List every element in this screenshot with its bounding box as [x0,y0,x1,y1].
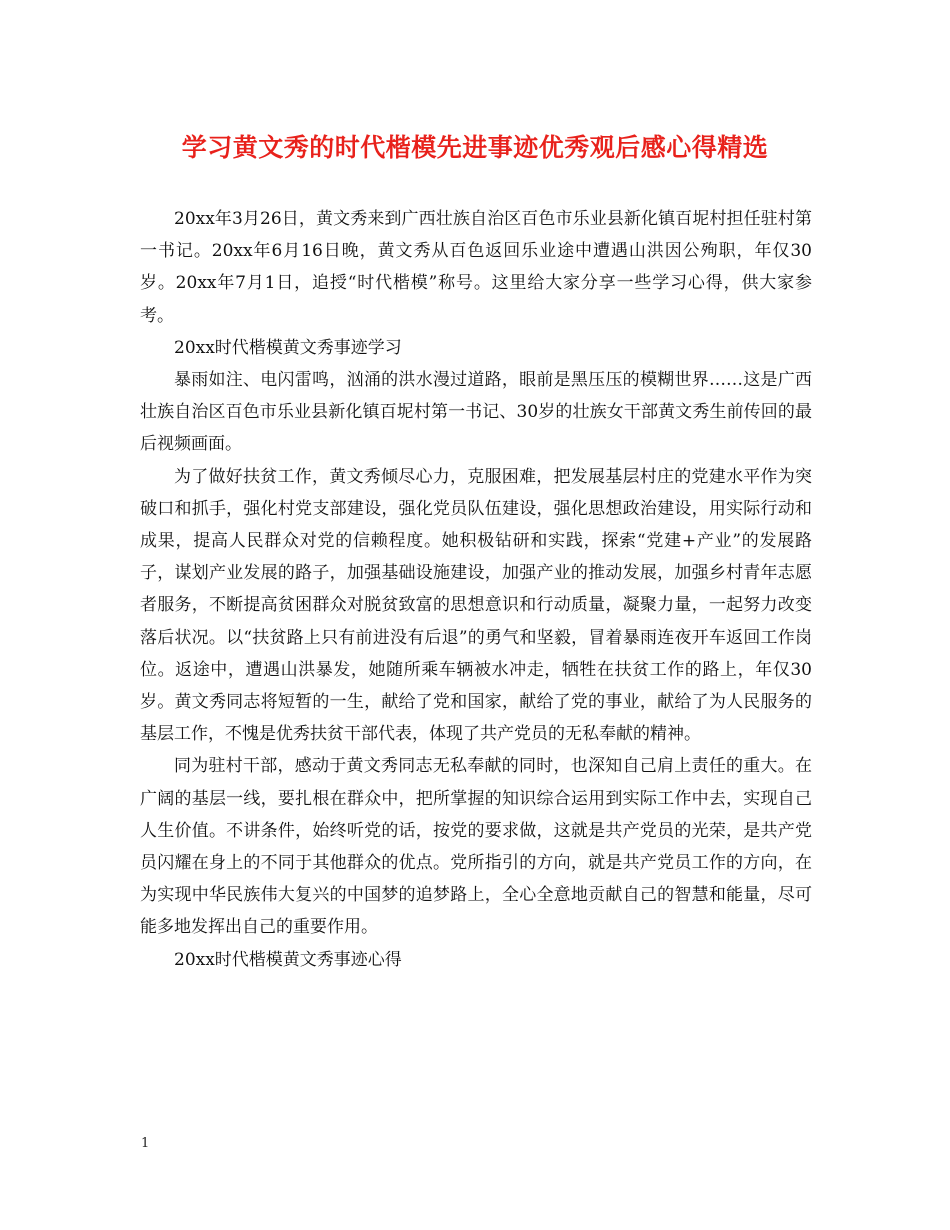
document-title: 学习黄文秀的时代楷模先进事迹优秀观后感心得精选 [181,133,769,162]
body-paragraph: 暴雨如注、电闪雷鸣，汹涌的洪水漫过道路，眼前是黑压压的模糊世界……这是广西壮族自治区百色市乐业县新化镇百坭村第一书记、30岁的壮族女干部黄文秀生前传回的最后视频画面。 [140,370,812,455]
section-heading-study: 20xx时代楷模黄文秀事迹学习 [174,337,402,358]
body-paragraph: 为了做好扶贫工作，黄文秀倾尽心力，克服困难，把发展基层村庄的党建水平作为突破口和抓手，强化村党支部建设，强化党员队伍建设，强化思想政治建设，用实际行动和成果，提高人民群众对党的信赖程度。她积极钻研和实践，探索“党建+产业”的发展路子，谋划产业发展的路子，加强基础设施建设，加强产业的推动发展，加强乡村青年志愿者服务，不断提高贫困群众对脱贫致富的思想意识和行动质量，凝聚力量，一起努力改变落后状况。以“扶贫路上只有前进没有后退”的勇气和坚毅，冒着暴雨连夜开车返回工作岗位。返途中，遭遇山洪暴发，她随所乘车辆被水冲走，牺牲在扶贫工作的路上，年仅30岁。黄文秀同志将短暂的一生，献给了党和国家，献给了党的事业，献给了为人民服务的基层工作，不愧是优秀扶贫干部代表，体现了共产党员的无私奉献的精神。 [140,466,812,745]
page-number: 1 [141,1136,150,1151]
intro-paragraph: 20xx年3月26日，黄文秀来到广西壮族自治区百色市乐业县新化镇百坭村担任驻村第一书记。20xx年6月16日晚，黄文秀从百色返回乐业途中遭遇山洪因公殉职，年仅30岁。20xx年7月1日，追授“时代楷模”称号。这里给大家分享一些学习心得，供大家参考。 [140,209,812,326]
document-body [140,203,812,976]
body-paragraph: 同为驻村干部，感动于黄文秀同志无私奉献的同时，也深知自己肩上责任的重大。在广阔的基层一线，要扎根在群众中，把所掌握的知识综合运用到实际工作中去，实现自己人生价值。不讲条件，始终听党的话，按党的要求做，这就是共产党员的光荣，是共产党员闪耀在身上的不同于其他群众的优点。党所指引的方向，就是共产党员工作的方向，在为实现中华民族伟大复兴的中国梦的追梦路上，全心全意地贡献自己的智慧和能量，尽可能多地发挥出自己的重要作用。 [140,756,812,938]
section-heading-reflection: 20xx时代楷模黄文秀事迹心得 [174,949,402,970]
